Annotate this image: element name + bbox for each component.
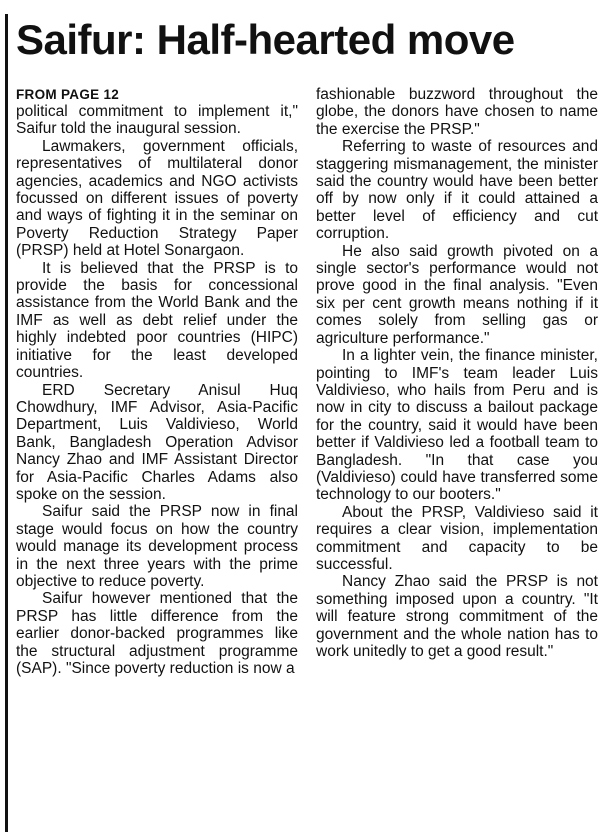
article-paragraph: He also said growth pivoted on a single sector's performance would not prove good in the final analysis. "Even six per cent growth means nothing if it comes solely from selling gas or agriculture performance." (316, 242, 598, 347)
article-paragraph: political commitment to implement it," Saifur told the inaugural session. (16, 103, 298, 138)
article-headline: Saifur: Half-hearted move (16, 16, 515, 63)
article-paragraph: fashionable buzzword throughout the globe, the donors have chosen to name the exercise the PRSP." (316, 86, 598, 138)
article-paragraph: It is believed that the PRSP is to provide the basis for concessional assistance from the World Bank and the IMF as well as debt relief under the highly indebted poor countries (HIPC) initiative for the least developed countries. (16, 259, 298, 382)
article-paragraph: Referring to waste of resources and staggering mismanagement, the minister said the country would have been better off by now only if it could attained a better level of efficiency and cut corruption. (316, 138, 598, 243)
article-paragraph: Nancy Zhao said the PRSP is not something imposed upon a country. "It will feature strong commitment of the government and the whole nation has to work unitedly to get a good result." (316, 573, 598, 660)
article-paragraph: In a lighter vein, the finance minister, pointing to IMF's team leader Luis Valdivieso, who hails from Peru and is now in city to discuss a bailout package for the country, said it would have been better if Valdivieso led a football team to Bangladesh. "In that case you (Valdivieso) could have transferred some technology to our booters." (316, 347, 598, 504)
left-column (16, 86, 298, 830)
article-paragraph: Saifur however mentioned that the PRSP has little difference from the earlier donor-backed programmes like the structural adjustment programme (SAP). "Since poverty reduction is now a (16, 590, 298, 677)
continuation-kicker: FROM PAGE 12 (16, 87, 120, 102)
article-paragraph: ERD Secretary Anisul Huq Chowdhury, IMF Advisor, Asia-Pacific Department, Luis Valdivieso, World Bank, Bangladesh Operation Advisor Nancy Zhao and IMF Assistant Director for Asia-Pacific Charles Adams also spoke on the session. (16, 381, 298, 503)
article-paragraph: About the PRSP, Valdivieso said it requires a clear vision, implementation commitment and capacity to be successful. (316, 503, 598, 573)
column-rule (5, 14, 8, 832)
right-column (316, 86, 598, 830)
article-paragraph: Saifur said the PRSP now in final stage would focus on how the country would manage its development process in the next three years with the prime objective to reduce poverty. (16, 503, 298, 590)
article-paragraph: Lawmakers, government officials, representatives of multilateral donor agencies, academics and NGO activists focussed on different issues of poverty and ways of fighting it in the seminar on Poverty Reduction Strategy Paper (PRSP) held at Hotel Sonargaon. (16, 137, 298, 260)
